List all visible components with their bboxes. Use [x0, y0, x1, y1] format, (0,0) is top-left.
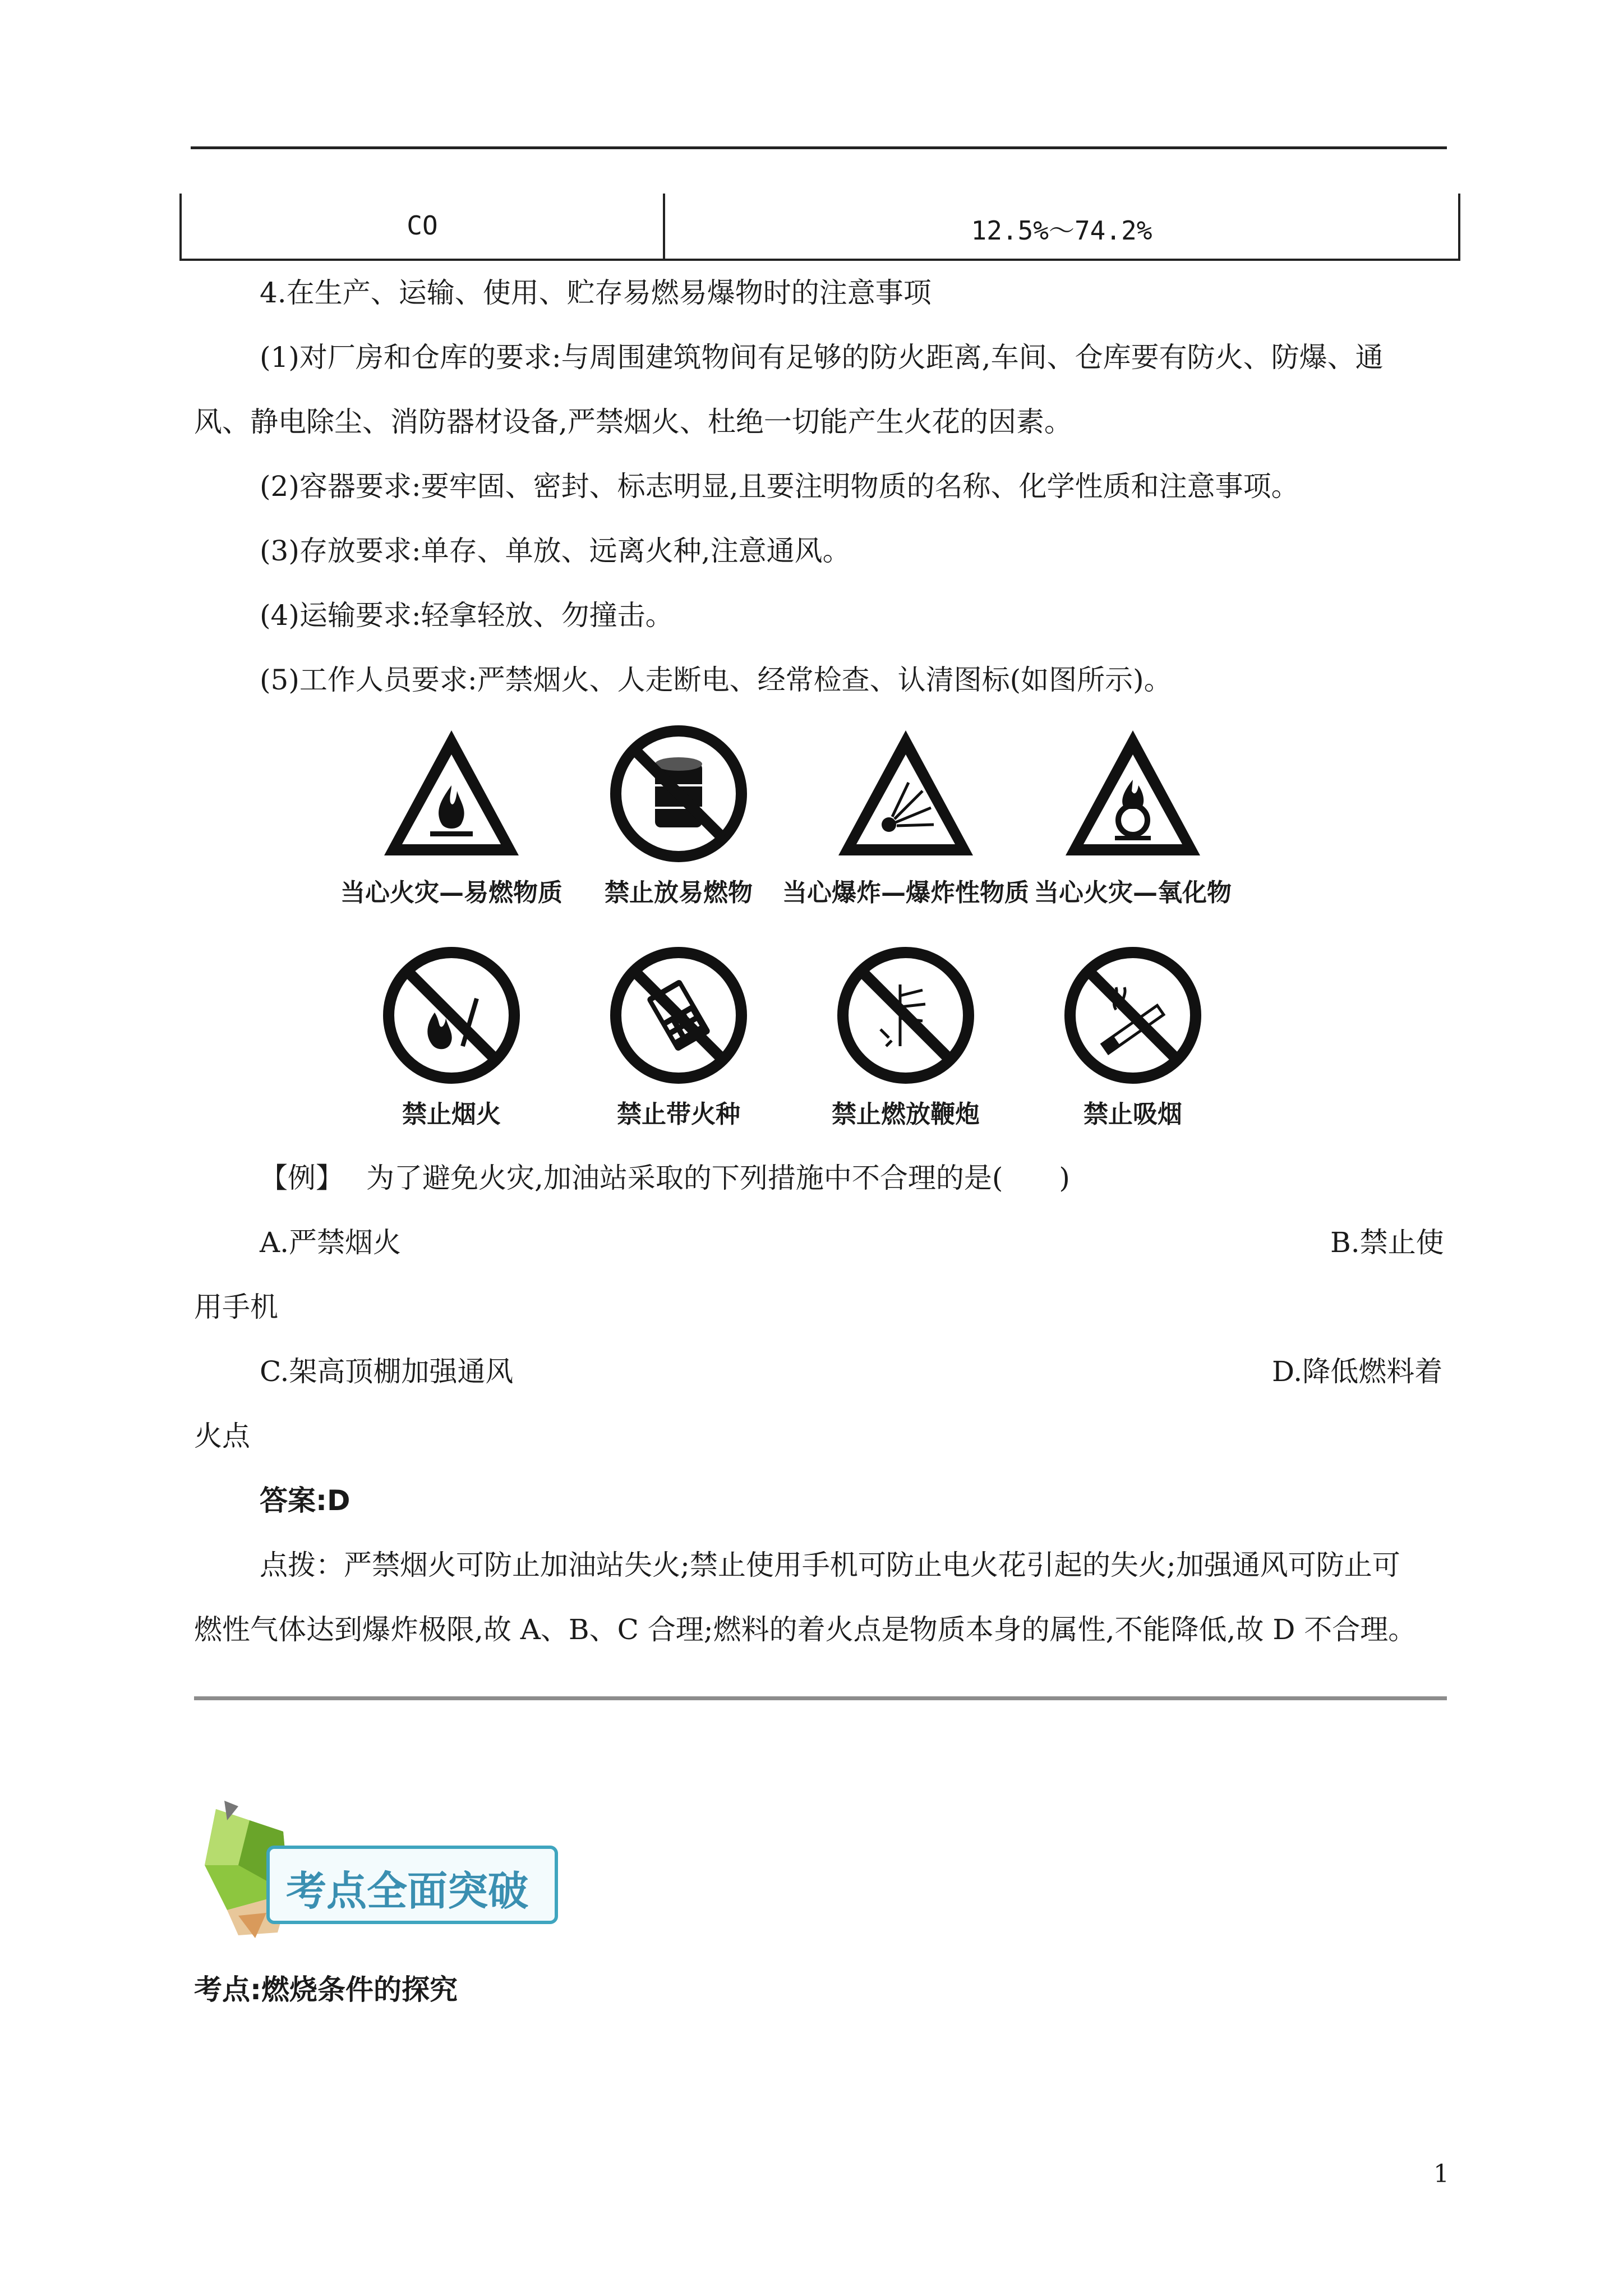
section-badge-label: 考点全面突破 — [286, 1867, 529, 1915]
sign-no-open-flames — [379, 945, 524, 1129]
sign-caption: 禁止吸烟 — [1083, 1100, 1182, 1129]
explosion-limit-table — [179, 194, 1460, 261]
option-a: A.严禁烟火 — [260, 1226, 402, 1259]
option-c: C.架高顶棚加强通风 — [260, 1355, 514, 1388]
option-d-part-1: D.降低燃料着 — [1272, 1355, 1443, 1388]
example-question-text: 为了避免火灾,加油站采取的下列措施中不合理的是( ) — [366, 1162, 1070, 1194]
sign-explosive-warning — [782, 724, 1029, 907]
option-d-part-2: 火点 — [194, 1420, 250, 1452]
sign-flammable-warning — [340, 724, 562, 907]
hint-line-2: 燃性气体达到爆炸极限,故 A、B、C 合理;燃料的着火点是物质本身的属性,不能降低,故 D 不合理。 — [194, 1613, 1417, 1646]
item-5: (5)工作人员要求:严禁烟火、人走断电、经常检查、认清图标(如图所示)。 — [260, 664, 1172, 696]
no-open-flames-icon — [379, 945, 524, 1085]
sign-caption: 禁止燃放鞭炮 — [832, 1100, 980, 1129]
option-b-part-2: 用手机 — [194, 1291, 278, 1323]
header-rule — [191, 146, 1447, 149]
answer: 答案:D — [260, 1484, 351, 1517]
sign-no-smoking — [1060, 945, 1206, 1129]
no-flammables-icon — [606, 724, 751, 864]
example-question — [260, 1164, 1070, 1192]
flammable-warning-icon — [379, 724, 524, 864]
explosive-warning-icon — [833, 724, 979, 864]
hint-line-1: 点拨：严禁烟火可防止加油站失火;禁止使用手机可防止电火花引起的失火;加强通风可防止可 — [260, 1549, 1400, 1581]
no-firecrackers-icon — [833, 945, 979, 1085]
example-tag: 【例】 — [260, 1162, 344, 1194]
sign-caption: 当心爆炸—爆炸性物质 — [782, 878, 1029, 907]
no-fire-sources-icon — [606, 945, 751, 1085]
sign-no-fire-sources — [606, 945, 751, 1129]
item-3: (3)存放要求:单存、单放、远离火种,注意通风。 — [260, 535, 851, 567]
sign-caption: 当心火灾—易燃物质 — [340, 878, 562, 907]
item-4: (4)运输要求:轻拿轻放、勿撞击。 — [260, 599, 674, 632]
section-separator — [194, 1696, 1447, 1700]
table-cell-limit: 12.5%～74.2% — [971, 215, 1152, 246]
table-cell-substance: CO — [407, 210, 438, 241]
safety-signs-figure — [336, 724, 1290, 1128]
item-1-line-1: (1)对厂房和仓库的要求:与周围建筑物间有足够的防火距离,车间、仓库要有防火、防爆、通 — [260, 341, 1384, 374]
item-2: (2)容器要求:要牢固、密封、标志明显,且要注明物质的名称、化学性质和注意事项。 — [260, 470, 1299, 503]
section-badge — [193, 1798, 569, 1944]
sign-oxidizer-warning — [1034, 724, 1232, 907]
section-heading-4: 4.在生产、运输、使用、贮存易燃易爆物时的注意事项 — [260, 277, 932, 309]
sign-caption: 禁止带火种 — [617, 1100, 740, 1129]
sign-caption: 当心火灾—氧化物 — [1034, 878, 1232, 907]
item-1-line-2: 风、静电除尘、消防器材设备,严禁烟火、杜绝一切能产生火花的因素。 — [194, 406, 1072, 438]
option-b-part-1: B.禁止使 — [1330, 1226, 1444, 1259]
oxidizer-warning-icon — [1060, 724, 1206, 864]
no-smoking-icon — [1060, 945, 1206, 1085]
sign-no-flammables — [605, 724, 753, 907]
topic-heading: 考点:燃烧条件的探究 — [194, 1973, 458, 2006]
page-number: 1 — [1433, 2160, 1449, 2188]
sign-caption: 禁止放易燃物 — [605, 878, 753, 907]
sign-caption: 禁止烟火 — [402, 1100, 501, 1129]
sign-no-firecrackers — [832, 945, 980, 1129]
